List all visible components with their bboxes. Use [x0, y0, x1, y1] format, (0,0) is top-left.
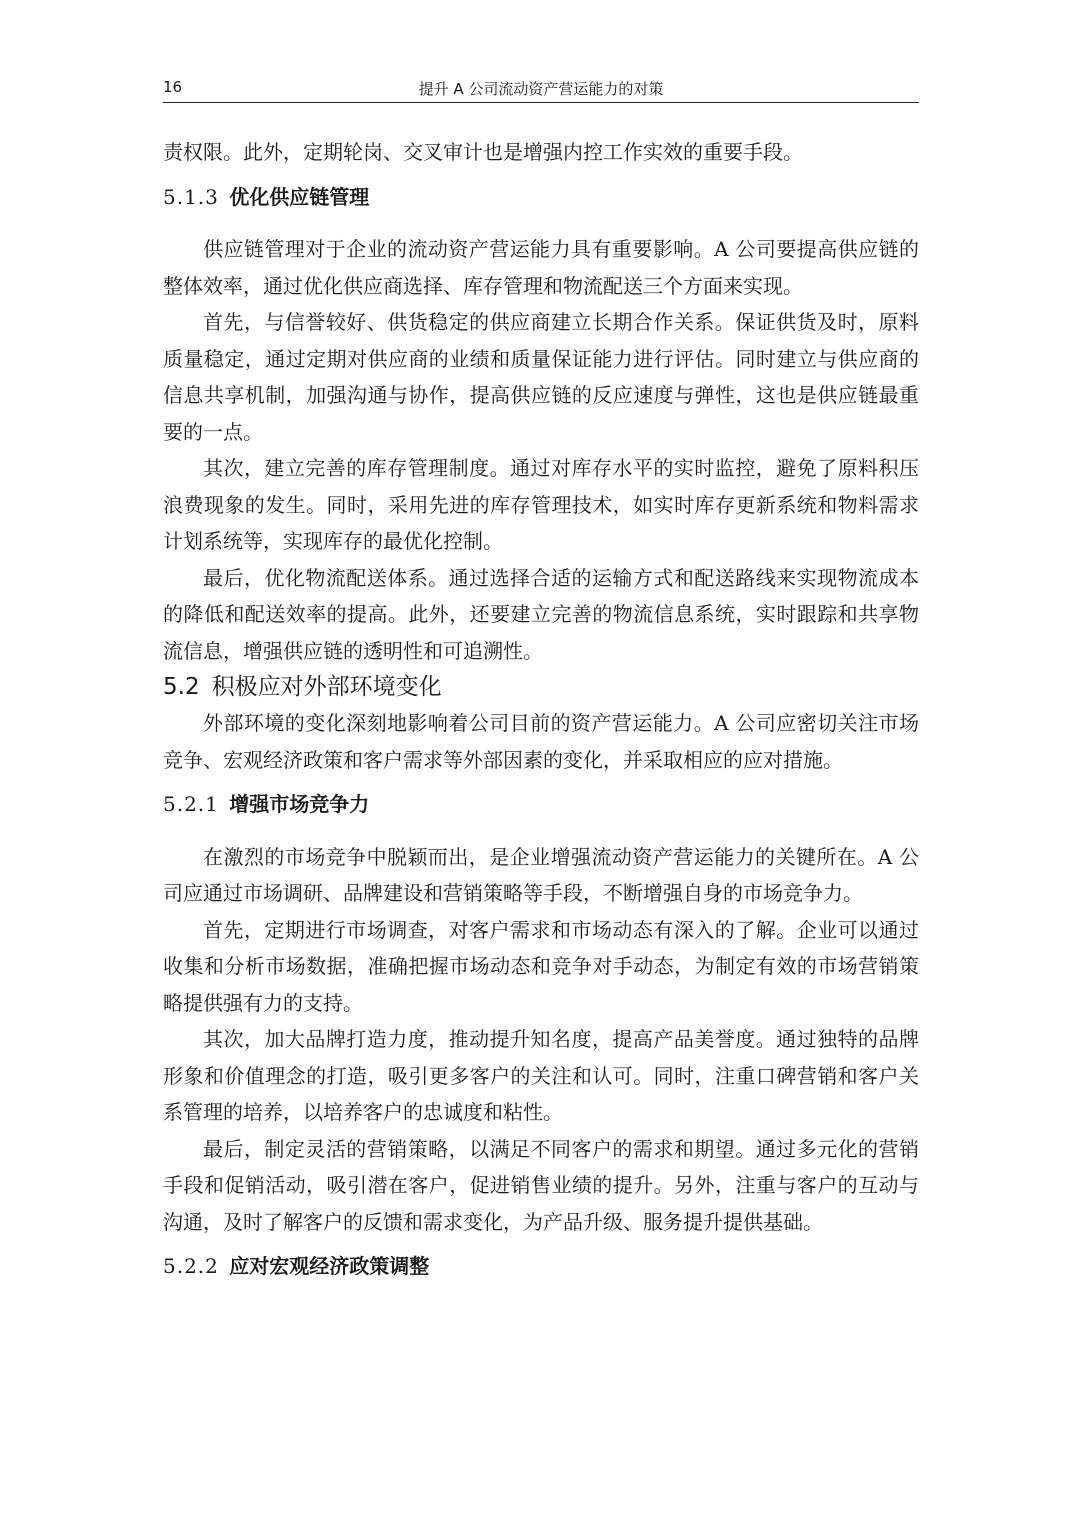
paragraph: 外部环境的变化深刻地影响着公司目前的资产营运能力。A 公司应密切关注市场竞争、宏观经济政策和客户需求等外部因素的变化，并采取相应的应对措施。: [163, 711, 919, 772]
paragraph: 最后，制定灵活的营销策略，以满足不同客户的需求和期望。通过多元化的营销手段和促销活动，吸引潜在客户，促进销售业绩的提升。另外，注重与客户的互动与沟通，及时了解客户的反馈和需求变化，为产品升级、服务提升提供基础。: [163, 1136, 919, 1234]
paragraph: 供应链管理对于企业的流动资产营运能力具有重要影响。A 公司要提高供应链的整体效率，通过优化供应商选择、库存管理和物流配送三个方面来实现。: [163, 237, 919, 298]
page-header: [163, 76, 919, 103]
section-heading-5-1-3: [163, 179, 919, 216]
section-number: 5.1.3: [163, 184, 219, 209]
page-body: [163, 134, 919, 1285]
paragraph: 其次，加大品牌打造力度，推动提升知名度，提高产品美誉度。通过独特的品牌形象和价值理念的打造，吸引更多客户的关注和认可。同时，注重口碑营销和客户关系管理的培养，以培养客户的忠诚度和粘性。: [163, 1027, 919, 1124]
section-title: 应对宏观经济政策调整: [229, 1254, 430, 1278]
section-title: 优化供应链管理: [229, 184, 370, 209]
paragraph: 首先，定期进行市场调查，对客户需求和市场动态有深入的了解。企业可以通过收集和分析市场数据，准确把握市场动态和竞争对手动态，为制定有效的市场营销策略提供强有力的支持。: [163, 917, 919, 1015]
section-title: 积极应对外部环境变化: [211, 674, 442, 700]
section-heading-5-2-2: [163, 1248, 919, 1285]
section-heading-5-2: [163, 669, 919, 705]
running-title: 提升 A 公司流动资产营运能力的对策: [418, 80, 664, 98]
paragraph: 责权限。此外，定期轮岗、交叉审计也是增强内控工作实效的重要手段。: [163, 140, 803, 164]
paragraph: 首先，与信誉较好、供货稳定的供应商建立长期合作关系。保证供货及时，原料质量稳定，通过定期对供应商的业绩和质量保证能力进行评估。同时建立与供应商的信息共享机制，加强沟通与协作，提高供应链的反应速度与弹性，这也是供应链最重要的一点。: [163, 310, 919, 444]
section-number: 5.2.2: [163, 1254, 219, 1278]
paragraph: 在激烈的市场竞争中脱颖而出，是企业增强流动资产营运能力的关键所在。A 公司应通过市场调研、品牌建设和营销策略等手段，不断增强自身的市场竞争力。: [163, 844, 919, 905]
paragraph: 其次，建立完善的库存管理制度。通过对库存水平的实时监控，避免了原料积压浪费现象的发生。同时，采用先进的库存管理技术，如实时库存更新系统和物料需求计划系统等，实现库存的最优化控制。: [163, 456, 919, 553]
section-number: 5.2: [163, 674, 200, 700]
section-number: 5.2.1: [163, 792, 219, 816]
page-number: 16: [163, 78, 183, 96]
section-title: 增强市场竞争力: [229, 792, 370, 816]
section-heading-5-2-1: [163, 786, 919, 823]
paragraph: 最后，优化物流配送体系。通过选择合适的运输方式和配送路线来实现物流成本的降低和配送效率的提高。此外，还要建立完善的物流信息系统，实时跟踪和共享物流信息，增强供应链的透明性和可追溯性。: [163, 565, 919, 663]
